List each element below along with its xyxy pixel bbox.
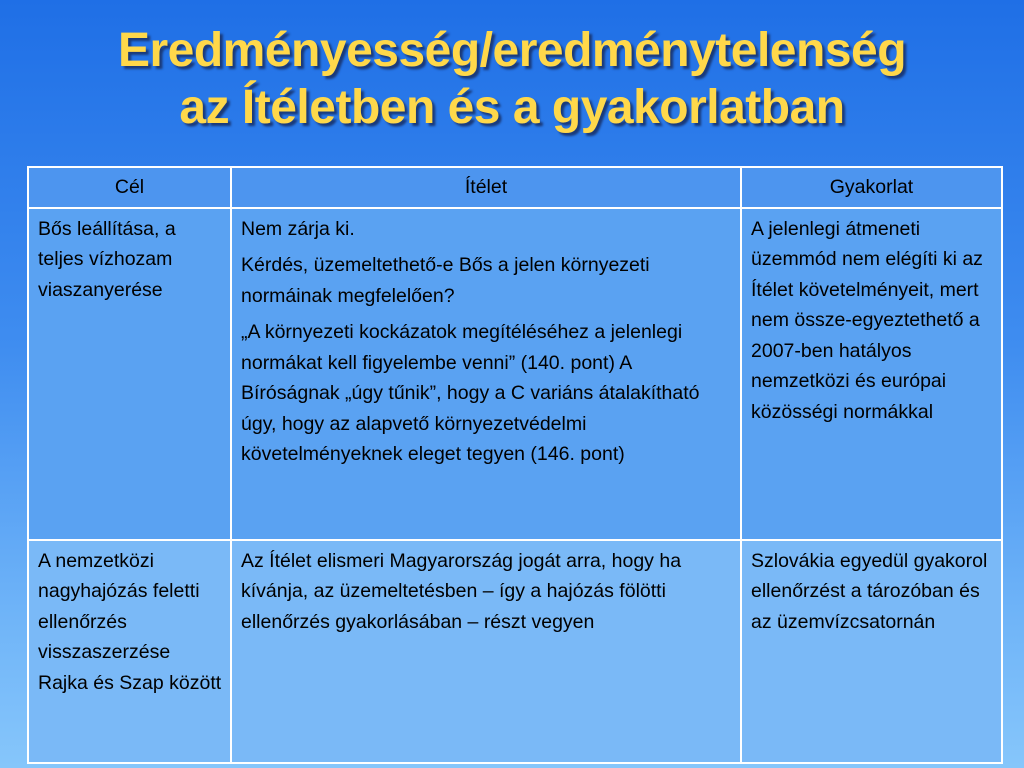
slide-title-line-1: Eredményesség/eredménytelenség <box>117 24 907 77</box>
slide-title <box>20 22 1004 136</box>
cell-itelet <box>231 540 741 763</box>
header-itelet: Ítélet <box>231 167 741 208</box>
cell-cel: Bős leállítása, a teljes vízhozam viaszanyerése <box>28 208 231 540</box>
header-cel: Cél <box>28 167 231 208</box>
cell-itelet <box>231 208 741 540</box>
table-header-row <box>28 167 1002 208</box>
itelet-paragraph: Kérdés, üzemeltethető-e Bős a jelen környezeti normáinak megfelelően? <box>241 254 650 307</box>
itelet-paragraph: „A környezeti kockázatok megítéléséhez a jelenlegi normákat kell figyelembe venni” (140. pont) A Bíróságnak „úgy tűnik”, hogy a C variáns átalakítható úgy, hogy az alapvető környezetvédelmi követelményeknek eleget tegyen (146. pont) <box>241 321 700 465</box>
comparison-table <box>27 166 1003 764</box>
cell-cel: A nemzetközi nagyhajózás feletti ellenőrzés visszaszerzése Rajka és Szap között <box>28 540 231 763</box>
header-gyakorlat: Gyakorlat <box>741 167 1002 208</box>
itelet-paragraph: Nem zárja ki. <box>241 217 355 240</box>
cell-gyakorlat: Szlovákia egyedül gyakorol ellenőrzést a tározóban és az üzemvízcsatornán <box>741 540 1002 763</box>
slide-title-line-2: az Ítéletben és a gyakorlatban <box>179 81 845 134</box>
table-row <box>28 540 1002 763</box>
cell-gyakorlat: A jelenlegi átmeneti üzemmód nem elégíti ki az Ítélet követelményeit, mert nem össze-egyeztethető a 2007-ben hatályos nemzetközi és európai közösségi normákkal <box>741 208 1002 540</box>
itelet-paragraph: Az Ítélet elismeri Magyarország jogát arra, hogy ha kívánja, az üzemeltetésben – így a hajózás fölötti ellenőrzés gyakorlásában – részt vegyen <box>241 549 682 633</box>
table-row <box>28 208 1002 540</box>
